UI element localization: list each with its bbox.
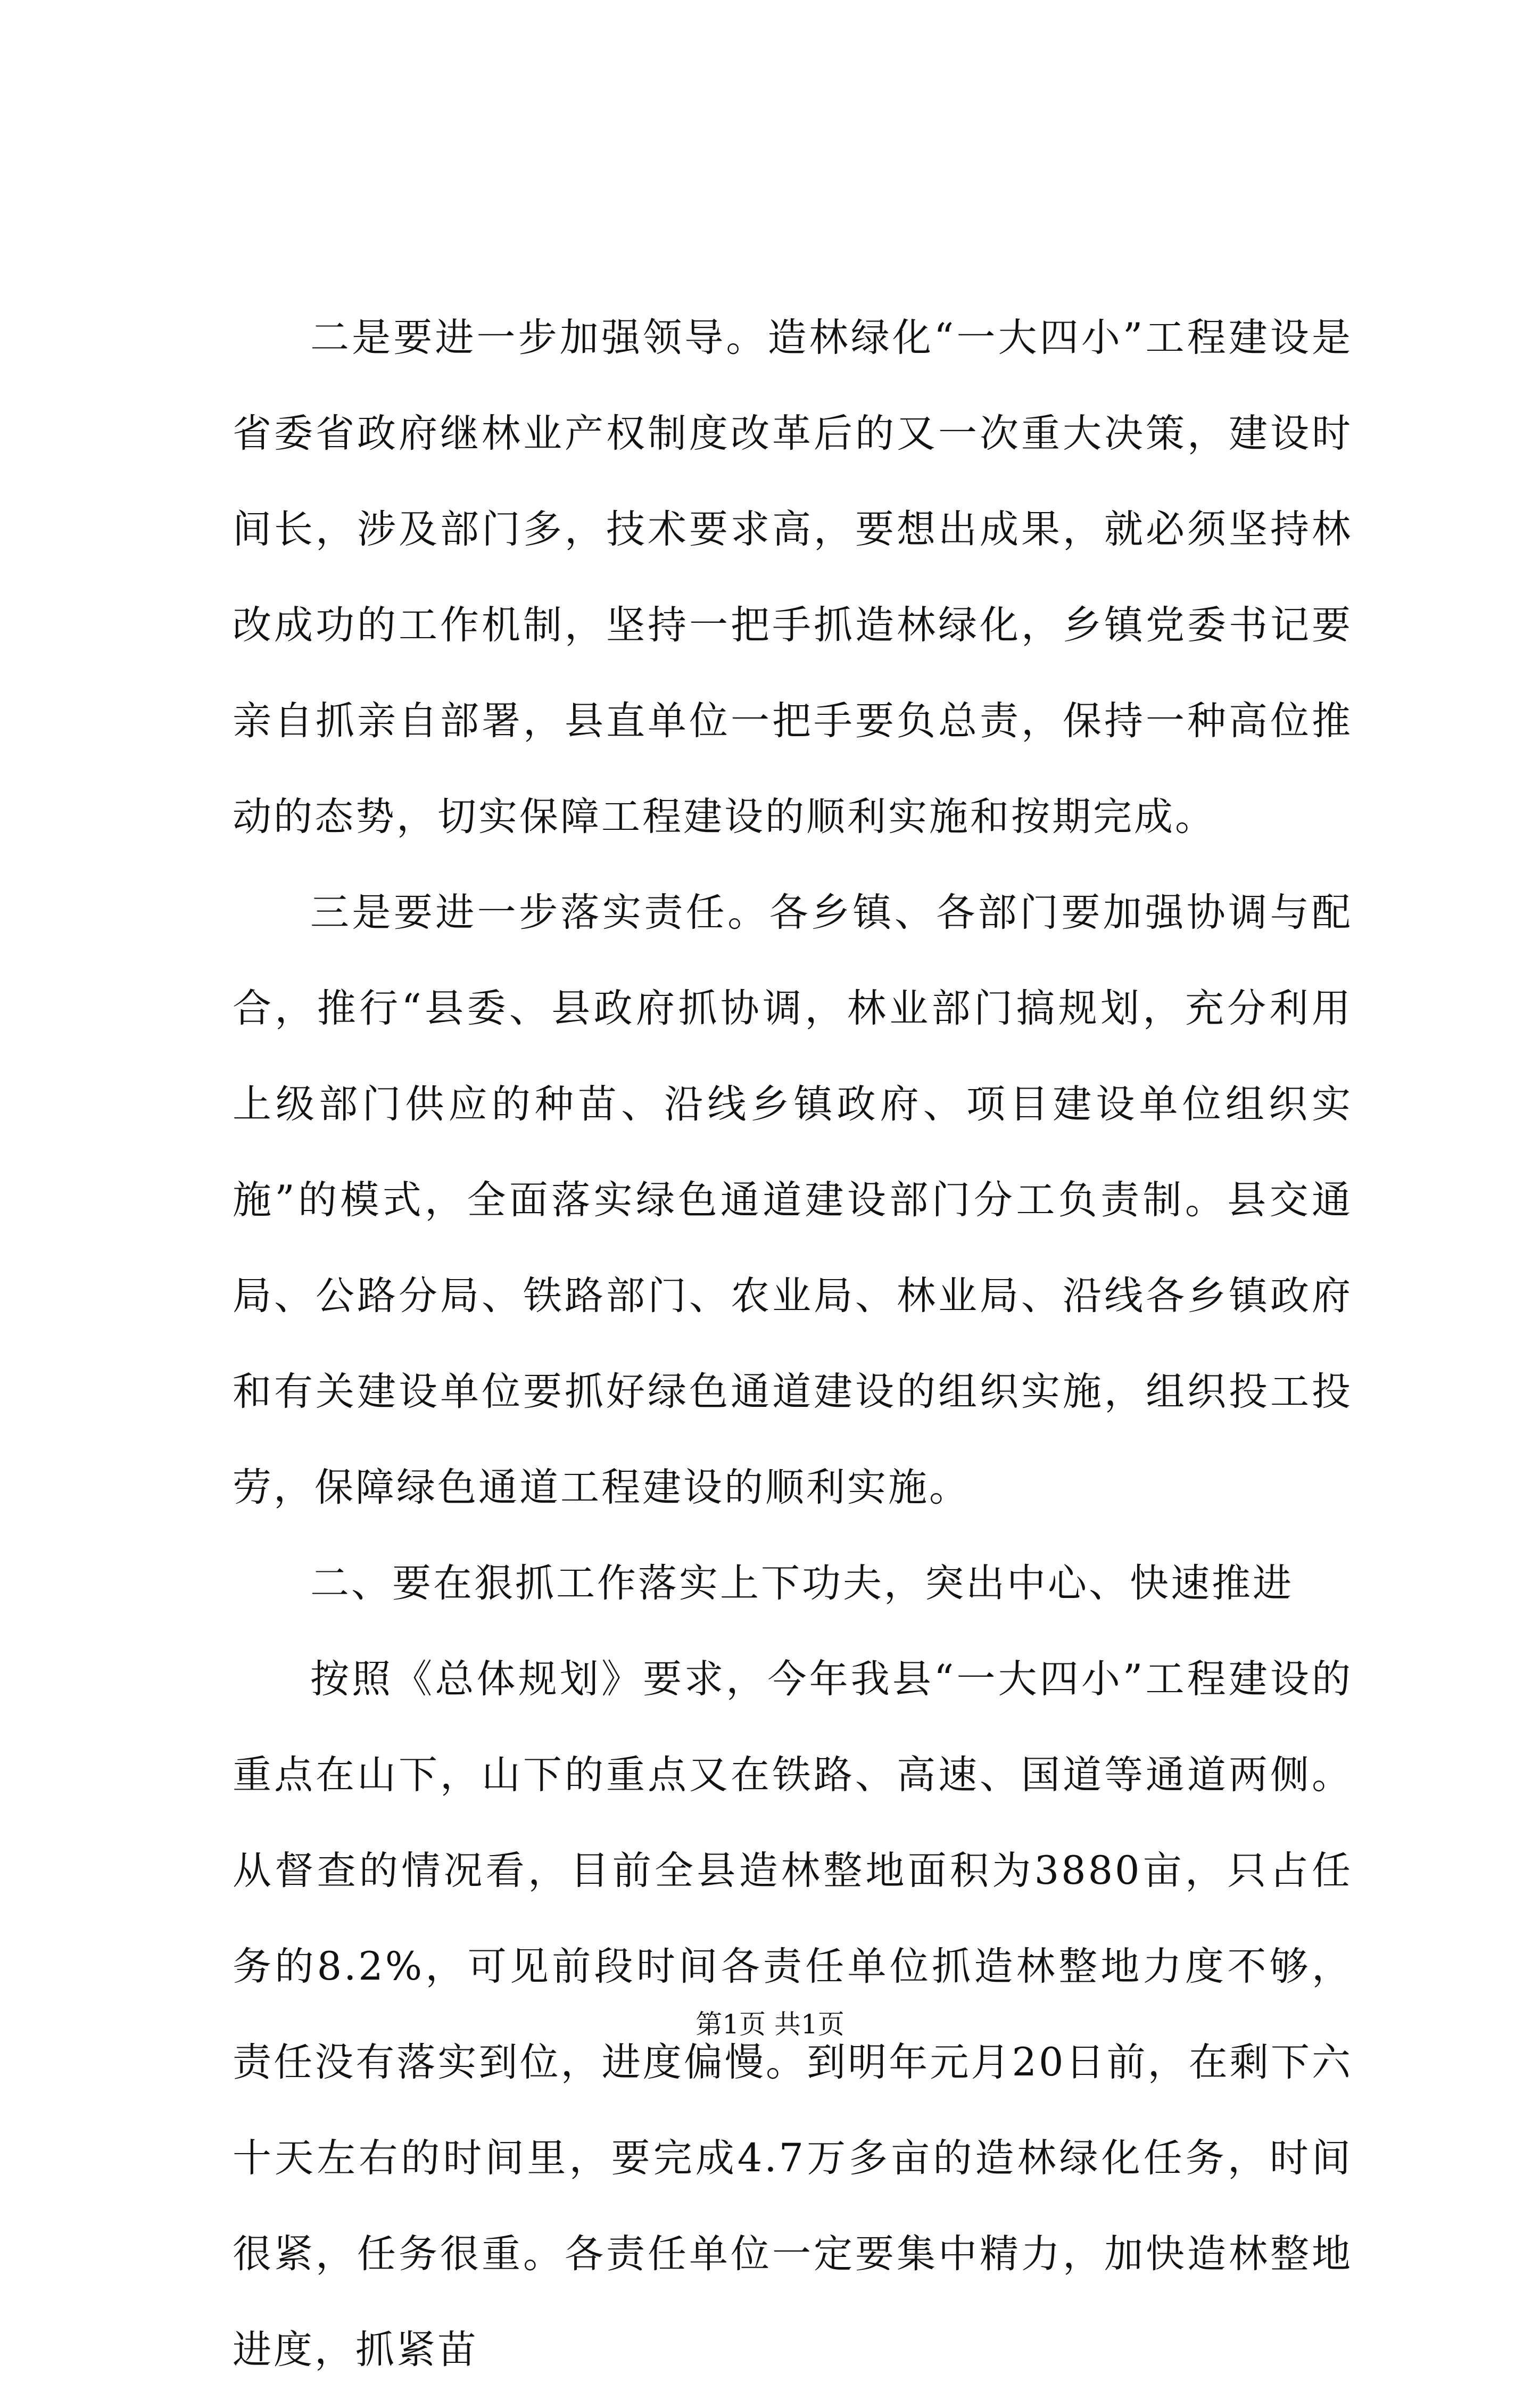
document-body	[233, 290, 1353, 2398]
paragraph-plan-progress: 按照《总体规划》要求，今年我县“一大四小”工程建设的重点在山下，山下的重点又在铁路、高速、国道等通道两侧。从督查的情况看，目前全县造林整地面积为3880亩，只占任务的8.2%，可见前段时间各责任单位抓造林整地力度不够，责任没有落实到位，进度偏慢。到明年元月20日前，在剩下六十天左右的时间里，要完成4.7万多亩的造林绿化任务，时间很紧，任务很重。各责任单位一定要集中精力，加快造林整地进度，抓紧苗	[233, 1657, 1353, 2372]
section-heading: 二、要在狠抓工作落实上下功夫，突出中心、快速推进	[310, 1561, 1294, 1606]
paragraph-responsibility: 三是要进一步落实责任。各乡镇、各部门要加强协调与配合，推行“县委、县政府抓协调，林业部门搞规划，充分利用上级部门供应的种苗、沿线乡镇政府、项目建设单位组织实施”的模式，全面落实绿色通道建设部门分工负责制。县交通局、公路分局、铁路部门、农业局、林业局、沿线各乡镇政府和有关建设单位要抓好绿色通道建设的组织实施，组织投工投劳，保障绿色通道工程建设的顺利实施。	[233, 890, 1353, 1510]
paragraph-leadership: 二是要进一步加强领导。造林绿化“一大四小”工程建设是省委省政府继林业产权制度改革后的又一次重大决策，建设时间长，涉及部门多，技术要求高，要想出成果，就必须坚持林改成功的工作机制，坚持一把手抓造林绿化，乡镇党委书记要亲自抓亲自部署，县直单位一把手要负总责，保持一种高位推动的态势，切实保障工程建设的顺利实施和按期完成。	[233, 315, 1353, 839]
page-footer: 第1页 共1页	[696, 2009, 844, 2040]
